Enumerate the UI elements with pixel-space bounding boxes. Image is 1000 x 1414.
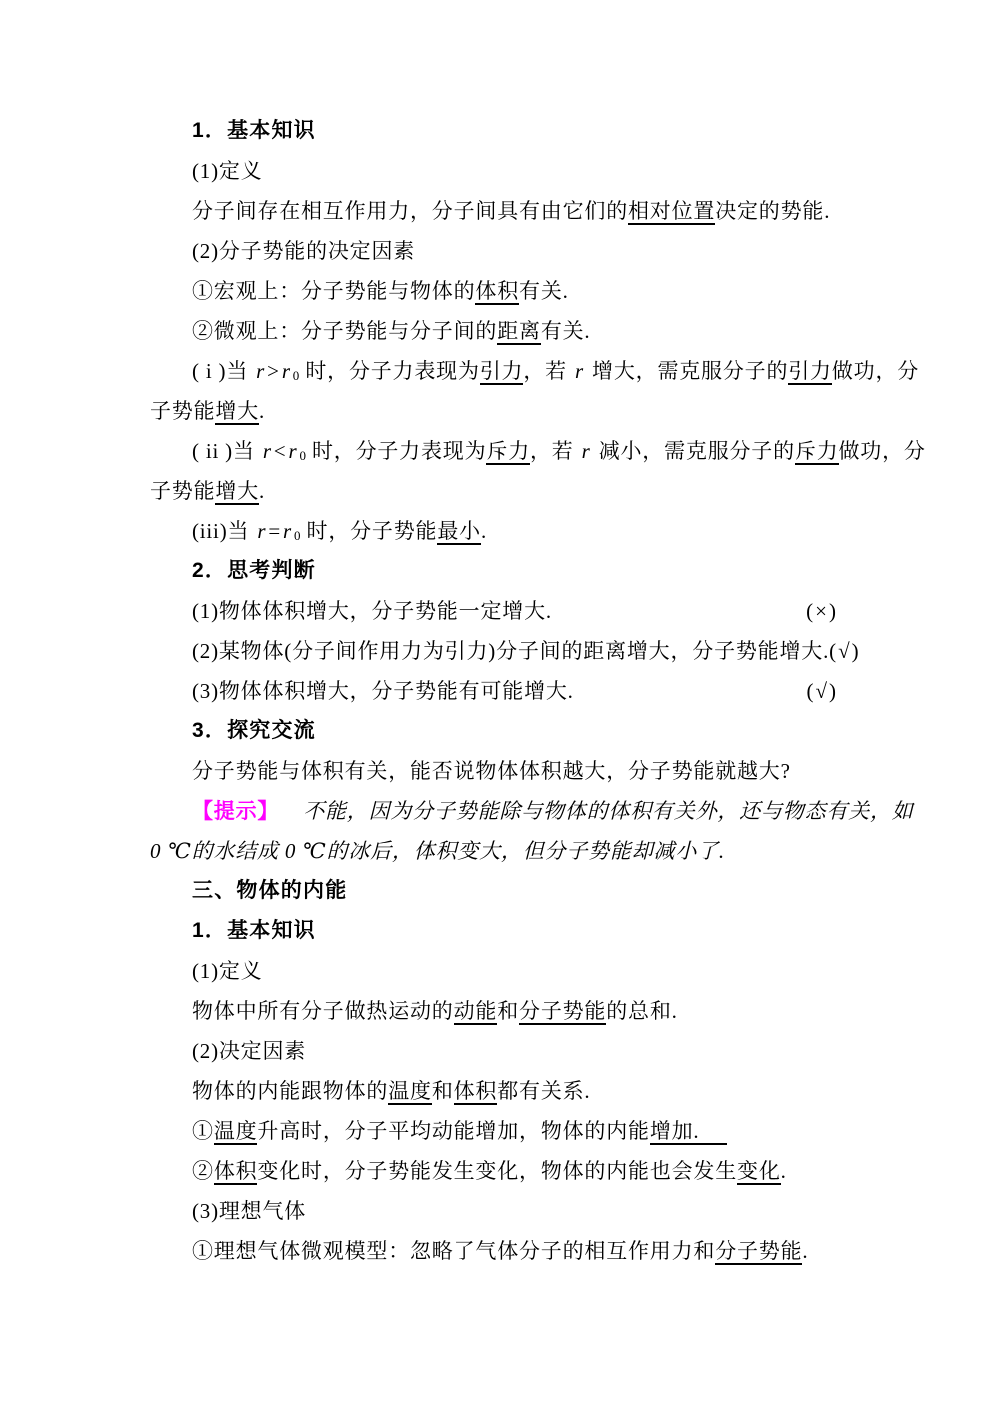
variable-r: r [281, 359, 291, 383]
operator: < [273, 439, 287, 463]
variable-r: r [262, 439, 272, 463]
para-case-ii [150, 431, 926, 471]
underlined-term: 增大 [215, 399, 260, 423]
tip-text: 不能，因为分子势能除与物体的体积有关外，还与物态有关，如 [303, 799, 914, 823]
label-text: (3)理想气体 [192, 1199, 307, 1223]
text: ( ii )当 [192, 439, 261, 463]
text: 变化时，分子势能发生变化，物体的内能也会发生 [257, 1159, 738, 1183]
heading-text: 三、物体的内能 [192, 879, 348, 902]
text: . [780, 1159, 787, 1183]
para-factors-label-1 [150, 231, 868, 271]
subscript-zero: 0 [293, 528, 301, 543]
para-definition-1 [150, 191, 868, 231]
para-definition-label-2 [150, 951, 868, 991]
judgment-mark: (√) [806, 679, 838, 703]
judgment-text: (2)某物体(分子间作用力为引力)分子间的距离增大，分子势能增大. [192, 639, 830, 663]
underlined-term: 最小 [437, 519, 481, 543]
text: . [259, 399, 266, 423]
variable-r: r [288, 439, 298, 463]
underlined-term: 体积 [475, 279, 520, 303]
tip-label: 【提示】 [192, 800, 280, 823]
text: 子势能 [150, 479, 216, 503]
underlined-term: 变化 [737, 1159, 781, 1183]
label-text: (2)决定因素 [192, 1039, 307, 1063]
label-text: (1)定义 [192, 959, 263, 983]
underlined-term: 斥力 [486, 439, 530, 463]
judgment-item-2 [150, 631, 868, 671]
para-case-iii [150, 511, 868, 551]
text: 做功，分 [831, 359, 920, 383]
para-microscopic [150, 311, 868, 351]
underlined-term: 温度 [213, 1119, 258, 1143]
heading-think-judge [150, 551, 868, 591]
heading-text: 3．探究交流 [192, 719, 316, 742]
variable-r: r [257, 519, 267, 543]
para-temperature [150, 1111, 868, 1151]
judgment-text: (1)物体体积增大，分子势能一定增大. [192, 599, 552, 623]
tip-line-continued [150, 831, 868, 871]
label-text: (2)分子势能的决定因素 [192, 239, 416, 263]
text: . [802, 1239, 809, 1263]
underlined-term: 引力 [788, 359, 832, 383]
text: . [259, 479, 266, 503]
text: 升高时，分子平均动能增加，物体的内能 [257, 1119, 650, 1143]
underlined-term: 分子势能 [715, 1239, 803, 1263]
subscript-zero: 0 [299, 448, 306, 463]
judgment-mark: (√) [829, 639, 861, 663]
text: 物体中所有分子做热运动的 [192, 999, 454, 1023]
text: . [480, 519, 487, 543]
underlined-term: 体积 [453, 1079, 498, 1103]
para-case-i [150, 351, 920, 391]
text: ② [192, 1159, 214, 1183]
para-volume [150, 1151, 868, 1191]
underlined-term: 距离 [497, 319, 541, 343]
text: 减小，需克服分子的 [592, 439, 795, 463]
heading-text: 2．思考判断 [192, 559, 316, 582]
text: 时，分子力表现为 [299, 359, 480, 383]
underlined-term: 体积 [213, 1159, 258, 1183]
text: ②微观上：分子势能与分子间的 [192, 319, 498, 343]
text: ① [192, 1119, 214, 1143]
text: ，若 [530, 439, 580, 463]
text: 的总和. [606, 999, 678, 1023]
tip-line [150, 791, 914, 831]
underlined-term: 温度 [388, 1079, 432, 1103]
text: 做功，分 [838, 439, 926, 463]
heading-basic-knowledge-2 [150, 911, 868, 951]
text: 时，分子力表现为 [305, 439, 487, 463]
judgment-item-3 [150, 671, 868, 711]
text: 物体的内能跟物体的 [192, 1079, 389, 1103]
text: 增大，需克服分子的 [586, 359, 789, 383]
judgment-mark: (×) [806, 599, 838, 623]
text: 子势能 [150, 399, 216, 423]
heading-explore-exchange [150, 711, 868, 751]
heading-text: 1．基本知识 [192, 119, 316, 142]
underlined-term: 增大 [215, 479, 260, 503]
label-text: (1)定义 [192, 159, 263, 183]
text: 有关. [540, 319, 591, 343]
para-factors-2 [150, 1071, 868, 1111]
para-definition-2 [150, 991, 868, 1031]
para-factors-label-2 [150, 1031, 868, 1071]
para-definition-label-1 [150, 151, 868, 191]
tip-text: 0 ℃的水结成 0 ℃的冰后，体积变大，但分子势能却减小了. [150, 839, 725, 863]
variable-r: r [282, 519, 292, 543]
variable-r: r [256, 359, 266, 383]
text: 有关. [519, 279, 569, 303]
operator: = [268, 519, 281, 543]
operator: > [267, 359, 280, 383]
text: 决定的势能. [715, 199, 831, 223]
text: 时，分子势能 [300, 519, 438, 543]
text: 都有关系. [497, 1079, 591, 1103]
variable-r: r [575, 359, 584, 383]
underlined-term: 分子势能 [519, 999, 607, 1023]
para-case-ii-continued [150, 471, 868, 511]
underlined-term: 动能 [453, 999, 498, 1023]
para-ideal-gas-model [150, 1231, 868, 1271]
heading-text: 1．基本知识 [192, 919, 316, 942]
text: (iii)当 [192, 519, 256, 543]
underlined-term: 相对位置 [628, 199, 716, 223]
variable-r: r [581, 439, 591, 463]
text: 和 [497, 999, 520, 1023]
text: ，若 [523, 359, 574, 383]
heading-basic-knowledge-1 [150, 111, 868, 151]
para-case-i-continued [150, 391, 868, 431]
heading-internal-energy [150, 871, 868, 911]
text: 分子势能与体积有关，能否说物体体积越大，分子势能就越大? [192, 759, 791, 783]
judgment-text: (3)物体体积增大，分子势能有可能增大. [192, 679, 574, 703]
para-question [150, 751, 868, 791]
text: ( i )当 [192, 359, 255, 383]
underlined-term: 引力 [479, 359, 524, 383]
subscript-zero: 0 [292, 368, 300, 383]
text: ①宏观上：分子势能与物体的 [192, 279, 476, 303]
text: ①理想气体微观模型：忽略了气体分子的相互作用力和 [192, 1239, 716, 1263]
para-macroscopic [150, 271, 868, 311]
text: 分子间存在相互作用力，分子间具有由它们的 [192, 199, 628, 223]
underlined-term: 斥力 [794, 439, 839, 463]
judgment-item-1 [150, 591, 868, 631]
para-ideal-gas-label [150, 1191, 868, 1231]
text: 和 [431, 1079, 454, 1103]
underlined-term: 增加. [650, 1119, 728, 1145]
